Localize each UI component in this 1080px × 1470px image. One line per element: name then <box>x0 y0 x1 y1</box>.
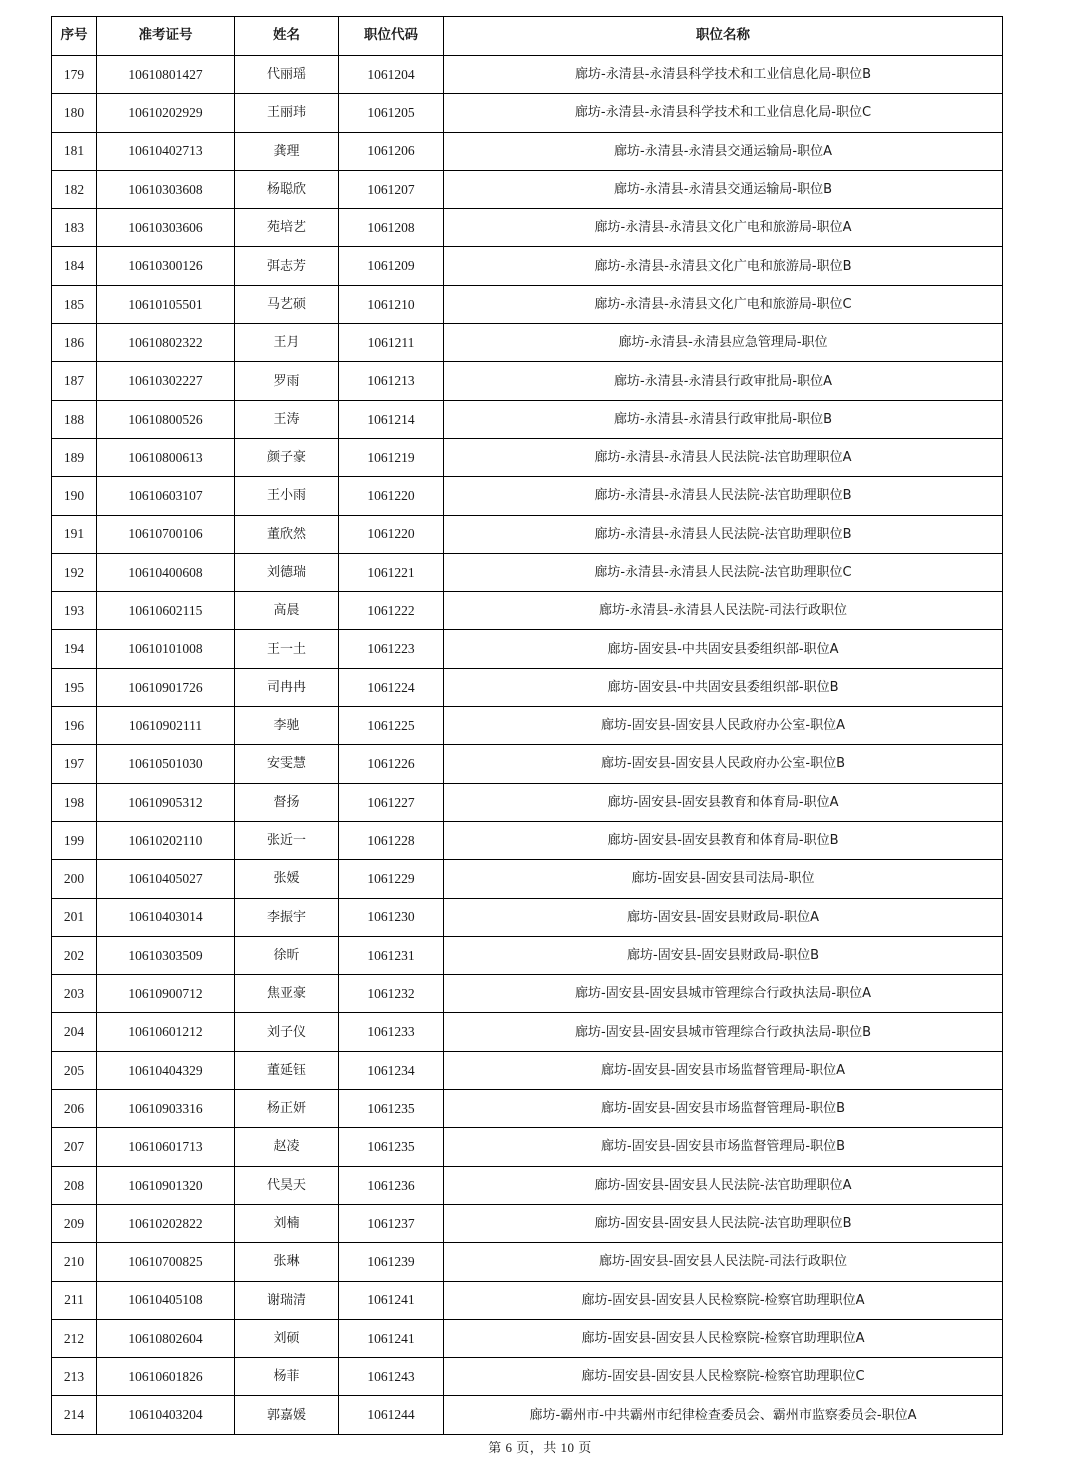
cell-name: 王小雨 <box>235 477 339 515</box>
cell-seq: 196 <box>52 707 97 745</box>
cell-title: 廊坊-固安县-固安县人民法院-法官助理职位B <box>444 1204 1003 1242</box>
cell-seq: 206 <box>52 1090 97 1128</box>
header-row <box>52 17 1003 56</box>
cell-name: 高晨 <box>235 592 339 630</box>
cell-code: 1061225 <box>339 707 444 745</box>
cell-ticket: 10610404329 <box>97 1051 235 1089</box>
cell-code: 1061223 <box>339 630 444 668</box>
cell-code: 1061243 <box>339 1358 444 1396</box>
cell-ticket: 10610603107 <box>97 477 235 515</box>
cell-code: 1061232 <box>339 975 444 1013</box>
table-row <box>52 707 1003 745</box>
cell-seq: 180 <box>52 94 97 132</box>
cell-seq: 186 <box>52 324 97 362</box>
cell-code: 1061230 <box>339 898 444 936</box>
cell-ticket: 10610403014 <box>97 898 235 936</box>
table-row <box>52 362 1003 400</box>
table-row <box>52 936 1003 974</box>
table-row <box>52 56 1003 94</box>
cell-title: 廊坊-固安县-固安县人民检察院-检察官助理职位A <box>444 1319 1003 1357</box>
cell-name: 罗雨 <box>235 362 339 400</box>
cell-code: 1061231 <box>339 936 444 974</box>
cell-code: 1061204 <box>339 56 444 94</box>
cell-seq: 181 <box>52 132 97 170</box>
cell-name: 王月 <box>235 324 339 362</box>
cell-name: 焦亚豪 <box>235 975 339 1013</box>
cell-name: 王涛 <box>235 400 339 438</box>
cell-ticket: 10610400608 <box>97 553 235 591</box>
table-row <box>52 668 1003 706</box>
cell-name: 徐昕 <box>235 936 339 974</box>
cell-seq: 179 <box>52 56 97 94</box>
cell-ticket: 10610801427 <box>97 56 235 94</box>
table-row <box>52 1166 1003 1204</box>
cell-ticket: 10610900712 <box>97 975 235 1013</box>
cell-seq: 208 <box>52 1166 97 1204</box>
cell-code: 1061227 <box>339 783 444 821</box>
cell-title: 廊坊-固安县-固安县市场监督管理局-职位B <box>444 1128 1003 1166</box>
cell-name: 李振宇 <box>235 898 339 936</box>
cell-name: 王一土 <box>235 630 339 668</box>
cell-code: 1061209 <box>339 247 444 285</box>
table-row <box>52 438 1003 476</box>
cell-name: 张近一 <box>235 821 339 859</box>
cell-name: 颜子豪 <box>235 438 339 476</box>
table-row <box>52 1358 1003 1396</box>
cell-title: 廊坊-永清县-永清县文化广电和旅游局-职位B <box>444 247 1003 285</box>
cell-code: 1061207 <box>339 170 444 208</box>
cell-name: 马艺硕 <box>235 285 339 323</box>
cell-title: 廊坊-永清县-永清县文化广电和旅游局-职位C <box>444 285 1003 323</box>
cell-ticket: 10610303606 <box>97 209 235 247</box>
cell-ticket: 10610800613 <box>97 438 235 476</box>
cell-name: 谢瑞清 <box>235 1281 339 1319</box>
table-row <box>52 821 1003 859</box>
cell-ticket: 10610802604 <box>97 1319 235 1357</box>
table-row <box>52 1128 1003 1166</box>
cell-title: 廊坊-永清县-永清县人民法院-法官助理职位A <box>444 438 1003 476</box>
cell-seq: 209 <box>52 1204 97 1242</box>
cell-title: 廊坊-固安县-中共固安县委组织部-职位A <box>444 630 1003 668</box>
cell-title: 廊坊-永清县-永清县行政审批局-职位A <box>444 362 1003 400</box>
cell-seq: 190 <box>52 477 97 515</box>
cell-title: 廊坊-永清县-永清县应急管理局-职位 <box>444 324 1003 362</box>
header-code: 职位代码 <box>339 17 444 56</box>
cell-title: 廊坊-固安县-固安县人民政府办公室-职位B <box>444 745 1003 783</box>
cell-title: 廊坊-固安县-固安县市场监督管理局-职位A <box>444 1051 1003 1089</box>
table-row <box>52 285 1003 323</box>
cell-seq: 184 <box>52 247 97 285</box>
cell-seq: 201 <box>52 898 97 936</box>
table-row <box>52 132 1003 170</box>
table-row <box>52 170 1003 208</box>
cell-name: 杨聪欣 <box>235 170 339 208</box>
cell-ticket: 10610302227 <box>97 362 235 400</box>
cell-ticket: 10610802322 <box>97 324 235 362</box>
cell-ticket: 10610902111 <box>97 707 235 745</box>
cell-ticket: 10610602115 <box>97 592 235 630</box>
cell-seq: 211 <box>52 1281 97 1319</box>
page-footer: 第 6 页，共 10 页 <box>488 1440 592 1455</box>
cell-name: 刘硕 <box>235 1319 339 1357</box>
table-row <box>52 1243 1003 1281</box>
cell-title: 廊坊-固安县-固安县人民法院-法官助理职位A <box>444 1166 1003 1204</box>
cell-title: 廊坊-固安县-固安县市场监督管理局-职位B <box>444 1090 1003 1128</box>
table-row <box>52 630 1003 668</box>
table-row <box>52 745 1003 783</box>
cell-seq: 195 <box>52 668 97 706</box>
cell-seq: 210 <box>52 1243 97 1281</box>
cell-name: 代昊天 <box>235 1166 339 1204</box>
cell-title: 廊坊-固安县-固安县教育和体育局-职位B <box>444 821 1003 859</box>
cell-name: 张媛 <box>235 860 339 898</box>
table-row <box>52 783 1003 821</box>
cell-ticket: 10610501030 <box>97 745 235 783</box>
header-seq: 序号 <box>52 17 97 56</box>
cell-seq: 192 <box>52 553 97 591</box>
cell-seq: 182 <box>52 170 97 208</box>
table-row <box>52 94 1003 132</box>
cell-ticket: 10610601212 <box>97 1013 235 1051</box>
header-title: 职位名称 <box>444 17 1003 56</box>
cell-title: 廊坊-固安县-固安县财政局-职位A <box>444 898 1003 936</box>
cell-seq: 199 <box>52 821 97 859</box>
cell-code: 1061210 <box>339 285 444 323</box>
table-row <box>52 1013 1003 1051</box>
cell-name: 李驰 <box>235 707 339 745</box>
cell-seq: 187 <box>52 362 97 400</box>
cell-seq: 204 <box>52 1013 97 1051</box>
cell-seq: 200 <box>52 860 97 898</box>
cell-seq: 207 <box>52 1128 97 1166</box>
cell-name: 刘德瑞 <box>235 553 339 591</box>
cell-name: 刘楠 <box>235 1204 339 1242</box>
cell-title: 廊坊-固安县-固安县人民检察院-检察官助理职位C <box>444 1358 1003 1396</box>
table-row <box>52 1051 1003 1089</box>
cell-seq: 202 <box>52 936 97 974</box>
cell-seq: 188 <box>52 400 97 438</box>
cell-code: 1061228 <box>339 821 444 859</box>
cell-seq: 183 <box>52 209 97 247</box>
cell-seq: 205 <box>52 1051 97 1089</box>
cell-seq: 198 <box>52 783 97 821</box>
cell-ticket: 10610700825 <box>97 1243 235 1281</box>
cell-ticket: 10610405027 <box>97 860 235 898</box>
cell-title: 廊坊-固安县-固安县人民政府办公室-职位A <box>444 707 1003 745</box>
table-row <box>52 477 1003 515</box>
cell-name: 苑培艺 <box>235 209 339 247</box>
table-row <box>52 553 1003 591</box>
cell-title: 廊坊-永清县-永清县科学技术和工业信息化局-职位B <box>444 56 1003 94</box>
cell-title: 廊坊-永清县-永清县科学技术和工业信息化局-职位C <box>444 94 1003 132</box>
cell-title: 廊坊-永清县-永清县人民法院-司法行政职位 <box>444 592 1003 630</box>
table-row <box>52 1090 1003 1128</box>
table-row <box>52 400 1003 438</box>
cell-seq: 189 <box>52 438 97 476</box>
cell-code: 1061239 <box>339 1243 444 1281</box>
cell-ticket: 10610202929 <box>97 94 235 132</box>
cell-seq: 214 <box>52 1396 97 1434</box>
cell-code: 1061224 <box>339 668 444 706</box>
cell-name: 司冉冉 <box>235 668 339 706</box>
cell-title: 廊坊-固安县-固安县人民法院-司法行政职位 <box>444 1243 1003 1281</box>
cell-name: 张琳 <box>235 1243 339 1281</box>
cell-code: 1061211 <box>339 324 444 362</box>
cell-code: 1061234 <box>339 1051 444 1089</box>
cell-ticket: 10610303509 <box>97 936 235 974</box>
table-body <box>52 56 1003 1435</box>
table-row <box>52 1396 1003 1434</box>
cell-ticket: 10610905312 <box>97 783 235 821</box>
cell-title: 廊坊-固安县-固安县司法局-职位 <box>444 860 1003 898</box>
cell-name: 杨菲 <box>235 1358 339 1396</box>
cell-code: 1061235 <box>339 1090 444 1128</box>
cell-code: 1061208 <box>339 209 444 247</box>
cell-name: 督扬 <box>235 783 339 821</box>
cell-seq: 212 <box>52 1319 97 1357</box>
cell-code: 1061237 <box>339 1204 444 1242</box>
cell-ticket: 10610700106 <box>97 515 235 553</box>
cell-ticket: 10610105501 <box>97 285 235 323</box>
cell-title: 廊坊-永清县-永清县交通运输局-职位B <box>444 170 1003 208</box>
cell-title: 廊坊-霸州市-中共霸州市纪律检查委员会、霸州市监察委员会-职位A <box>444 1396 1003 1434</box>
cell-seq: 194 <box>52 630 97 668</box>
cell-name: 弭志芳 <box>235 247 339 285</box>
cell-code: 1061220 <box>339 477 444 515</box>
cell-title: 廊坊-固安县-固安县教育和体育局-职位A <box>444 783 1003 821</box>
cell-ticket: 10610601713 <box>97 1128 235 1166</box>
cell-code: 1061213 <box>339 362 444 400</box>
cell-ticket: 10610101008 <box>97 630 235 668</box>
cell-code: 1061229 <box>339 860 444 898</box>
cell-seq: 213 <box>52 1358 97 1396</box>
cell-ticket: 10610403204 <box>97 1396 235 1434</box>
table-row <box>52 247 1003 285</box>
cell-name: 王丽玮 <box>235 94 339 132</box>
cell-title: 廊坊-永清县-永清县行政审批局-职位B <box>444 400 1003 438</box>
cell-code: 1061206 <box>339 132 444 170</box>
table-row <box>52 975 1003 1013</box>
cell-code: 1061205 <box>339 94 444 132</box>
cell-title: 廊坊-固安县-固安县人民检察院-检察官助理职位A <box>444 1281 1003 1319</box>
cell-name: 杨正妍 <box>235 1090 339 1128</box>
cell-seq: 197 <box>52 745 97 783</box>
cell-ticket: 10610202822 <box>97 1204 235 1242</box>
results-table <box>51 16 1003 1435</box>
cell-title: 廊坊-永清县-永清县人民法院-法官助理职位C <box>444 553 1003 591</box>
cell-code: 1061226 <box>339 745 444 783</box>
cell-ticket: 10610303608 <box>97 170 235 208</box>
cell-ticket: 10610202110 <box>97 821 235 859</box>
header-name: 姓名 <box>235 17 339 56</box>
cell-title: 廊坊-永清县-永清县人民法院-法官助理职位B <box>444 515 1003 553</box>
cell-ticket: 10610402713 <box>97 132 235 170</box>
table-header <box>52 17 1003 56</box>
cell-title: 廊坊-固安县-固安县财政局-职位B <box>444 936 1003 974</box>
cell-name: 龚理 <box>235 132 339 170</box>
cell-ticket: 10610800526 <box>97 400 235 438</box>
cell-code: 1061222 <box>339 592 444 630</box>
cell-seq: 193 <box>52 592 97 630</box>
cell-code: 1061221 <box>339 553 444 591</box>
cell-code: 1061233 <box>339 1013 444 1051</box>
cell-title: 廊坊-固安县-固安县城市管理综合行政执法局-职位B <box>444 1013 1003 1051</box>
cell-title: 廊坊-永清县-永清县交通运输局-职位A <box>444 132 1003 170</box>
cell-ticket: 10610903316 <box>97 1090 235 1128</box>
cell-name: 刘子仪 <box>235 1013 339 1051</box>
table-row <box>52 1281 1003 1319</box>
table-row <box>52 592 1003 630</box>
cell-code: 1061219 <box>339 438 444 476</box>
cell-seq: 203 <box>52 975 97 1013</box>
cell-name: 董欣然 <box>235 515 339 553</box>
table-row <box>52 898 1003 936</box>
cell-name: 赵凌 <box>235 1128 339 1166</box>
cell-ticket: 10610405108 <box>97 1281 235 1319</box>
table-row <box>52 209 1003 247</box>
table-row <box>52 324 1003 362</box>
table-row <box>52 860 1003 898</box>
cell-code: 1061220 <box>339 515 444 553</box>
table-row <box>52 1204 1003 1242</box>
table-row <box>52 1319 1003 1357</box>
cell-ticket: 10610300126 <box>97 247 235 285</box>
cell-title: 廊坊-固安县-中共固安县委组织部-职位B <box>444 668 1003 706</box>
cell-code: 1061244 <box>339 1396 444 1434</box>
cell-name: 郭嘉媛 <box>235 1396 339 1434</box>
cell-ticket: 10610601826 <box>97 1358 235 1396</box>
cell-code: 1061235 <box>339 1128 444 1166</box>
cell-seq: 191 <box>52 515 97 553</box>
cell-code: 1061241 <box>339 1281 444 1319</box>
cell-seq: 185 <box>52 285 97 323</box>
cell-title: 廊坊-永清县-永清县人民法院-法官助理职位B <box>444 477 1003 515</box>
cell-title: 廊坊-固安县-固安县城市管理综合行政执法局-职位A <box>444 975 1003 1013</box>
cell-ticket: 10610901320 <box>97 1166 235 1204</box>
cell-ticket: 10610901726 <box>97 668 235 706</box>
cell-name: 安雯慧 <box>235 745 339 783</box>
cell-code: 1061214 <box>339 400 444 438</box>
cell-title: 廊坊-永清县-永清县文化广电和旅游局-职位A <box>444 209 1003 247</box>
cell-code: 1061236 <box>339 1166 444 1204</box>
table-row <box>52 515 1003 553</box>
cell-code: 1061241 <box>339 1319 444 1357</box>
cell-name: 代丽瑶 <box>235 56 339 94</box>
header-ticket: 准考证号 <box>97 17 235 56</box>
cell-name: 董延钰 <box>235 1051 339 1089</box>
